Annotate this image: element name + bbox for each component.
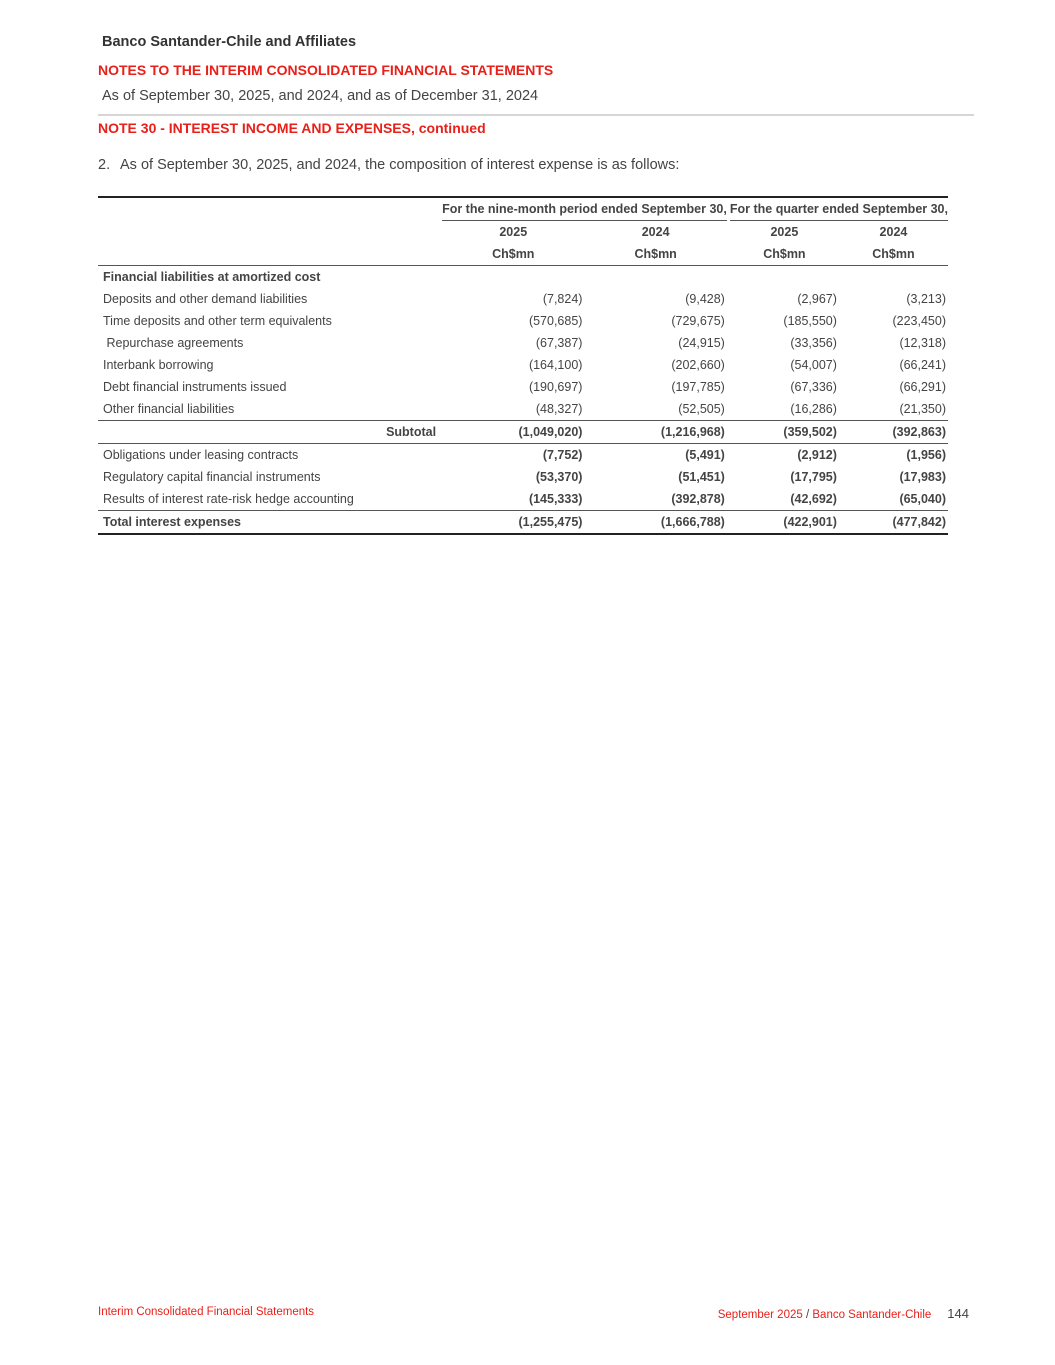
interest-expense-table xyxy=(98,196,948,535)
year-header: 2024 xyxy=(641,225,670,239)
year-header: 2025 xyxy=(499,225,528,239)
as-of-date: As of September 30, 2025, and 2024, and as of December 31, 2024 xyxy=(102,88,539,104)
row-value: (392,878) xyxy=(671,492,725,506)
table-group-header-row xyxy=(98,197,948,221)
footer-right xyxy=(718,1306,969,1321)
row-value: (7,824) xyxy=(542,292,583,306)
row-value: (48,327) xyxy=(535,402,583,416)
table-year-header-row xyxy=(98,221,948,244)
footer-date: September 2025 xyxy=(717,1309,803,1321)
unit-header: Ch$mn xyxy=(584,243,726,266)
row-value: (54,007) xyxy=(790,358,837,372)
row-value: (729,675) xyxy=(671,314,725,328)
row-value: (16,286) xyxy=(790,402,837,416)
notes-title: NOTES TO THE INTERIM CONSOLIDATED FINANCIAL STATEMENTS xyxy=(98,62,554,78)
table-row xyxy=(98,376,948,398)
table-row xyxy=(98,398,948,421)
row-value: (9,428) xyxy=(685,292,725,306)
row-value: (1,956) xyxy=(906,448,946,462)
row-value: (33,356) xyxy=(790,336,837,350)
row-value: (51,451) xyxy=(678,470,725,484)
table-row xyxy=(98,310,948,332)
subtotal-row xyxy=(98,421,948,444)
row-value: (570,685) xyxy=(528,314,583,328)
row-value: (190,697) xyxy=(528,380,583,394)
unit-header: Ch$mn xyxy=(442,243,584,266)
intro-text: As of September 30, 2025, and 2024, the composition of interest expense is as follows: xyxy=(120,157,680,173)
row-label: Regulatory capital financial instruments xyxy=(103,470,321,484)
note-title: NOTE 30 - INTEREST INCOME AND EXPENSES, continued xyxy=(98,120,486,136)
page-number: 144 xyxy=(947,1306,969,1321)
row-value: (185,550) xyxy=(783,314,837,328)
subtotal-value: (1,216,968) xyxy=(584,421,726,444)
table-row xyxy=(98,444,948,467)
row-value: (197,785) xyxy=(671,380,725,394)
year-header: 2024 xyxy=(879,225,908,239)
row-value: (5,491) xyxy=(685,448,725,462)
year-header: 2025 xyxy=(770,225,799,239)
row-value: (12,318) xyxy=(899,336,946,350)
total-value: (1,666,788) xyxy=(584,511,726,535)
row-value: (52,505) xyxy=(678,402,725,416)
group-header-nine-month: For the nine-month period ended September 30, xyxy=(442,197,727,221)
row-label: Time deposits and other term equivalents xyxy=(103,314,332,328)
table-unit-header-row xyxy=(98,243,948,266)
row-label: Obligations under leasing contracts xyxy=(103,448,299,462)
table-row xyxy=(98,488,948,511)
footer-separator: / xyxy=(802,1309,813,1321)
row-value: (145,333) xyxy=(528,492,583,506)
header-divider xyxy=(98,114,974,116)
row-value: (2,912) xyxy=(797,448,837,462)
row-value: (202,660) xyxy=(671,358,725,372)
total-value: (422,901) xyxy=(730,511,839,535)
subtotal-value: (1,049,020) xyxy=(442,421,584,444)
row-label: Interbank borrowing xyxy=(103,358,214,372)
row-value: (2,967) xyxy=(797,292,837,306)
table-row xyxy=(98,354,948,376)
row-label: Repurchase agreements xyxy=(103,336,244,350)
row-value: (7,752) xyxy=(542,448,583,462)
row-label: Results of interest rate-risk hedge accounting xyxy=(103,492,354,506)
total-row xyxy=(98,511,948,535)
unit-header: Ch$mn xyxy=(730,243,839,266)
table-row xyxy=(98,466,948,488)
total-value: (1,255,475) xyxy=(442,511,584,535)
footer-document-title: Interim Consolidated Financial Statements xyxy=(98,1306,315,1318)
row-value: (164,100) xyxy=(528,358,583,372)
subtotal-label: Subtotal xyxy=(98,421,442,444)
subtotal-value: (392,863) xyxy=(839,421,948,444)
row-label: Debt financial instruments issued xyxy=(103,380,287,394)
footer-company: Banco Santander-Chile xyxy=(812,1309,932,1321)
subtotal-value: (359,502) xyxy=(730,421,839,444)
row-value: (17,983) xyxy=(899,470,946,484)
row-value: (3,213) xyxy=(906,292,946,306)
row-value: (66,241) xyxy=(899,358,946,372)
row-value: (67,336) xyxy=(790,380,837,394)
row-value: (223,450) xyxy=(892,314,946,328)
total-value: (477,842) xyxy=(839,511,948,535)
row-value: (17,795) xyxy=(790,470,837,484)
unit-header: Ch$mn xyxy=(839,243,948,266)
row-value: (67,387) xyxy=(535,336,583,350)
company-name: Banco Santander-Chile and Affiliates xyxy=(102,34,357,50)
row-value: (24,915) xyxy=(678,336,725,350)
intro-number: 2. xyxy=(98,157,111,173)
section-title: Financial liabilities at amortized cost xyxy=(103,270,321,284)
row-value: (21,350) xyxy=(899,402,946,416)
row-value: (53,370) xyxy=(535,470,583,484)
total-label: Total interest expenses xyxy=(98,511,442,535)
table-row xyxy=(98,288,948,310)
row-value: (66,291) xyxy=(899,380,946,394)
section-header-row xyxy=(98,266,948,289)
group-header-quarter: For the quarter ended September 30, xyxy=(730,197,948,221)
table-row xyxy=(98,332,948,354)
row-label: Deposits and other demand liabilities xyxy=(103,292,308,306)
row-value: (42,692) xyxy=(790,492,837,506)
row-label: Other financial liabilities xyxy=(103,402,235,416)
row-value: (65,040) xyxy=(899,492,946,506)
intro-paragraph xyxy=(98,157,679,173)
